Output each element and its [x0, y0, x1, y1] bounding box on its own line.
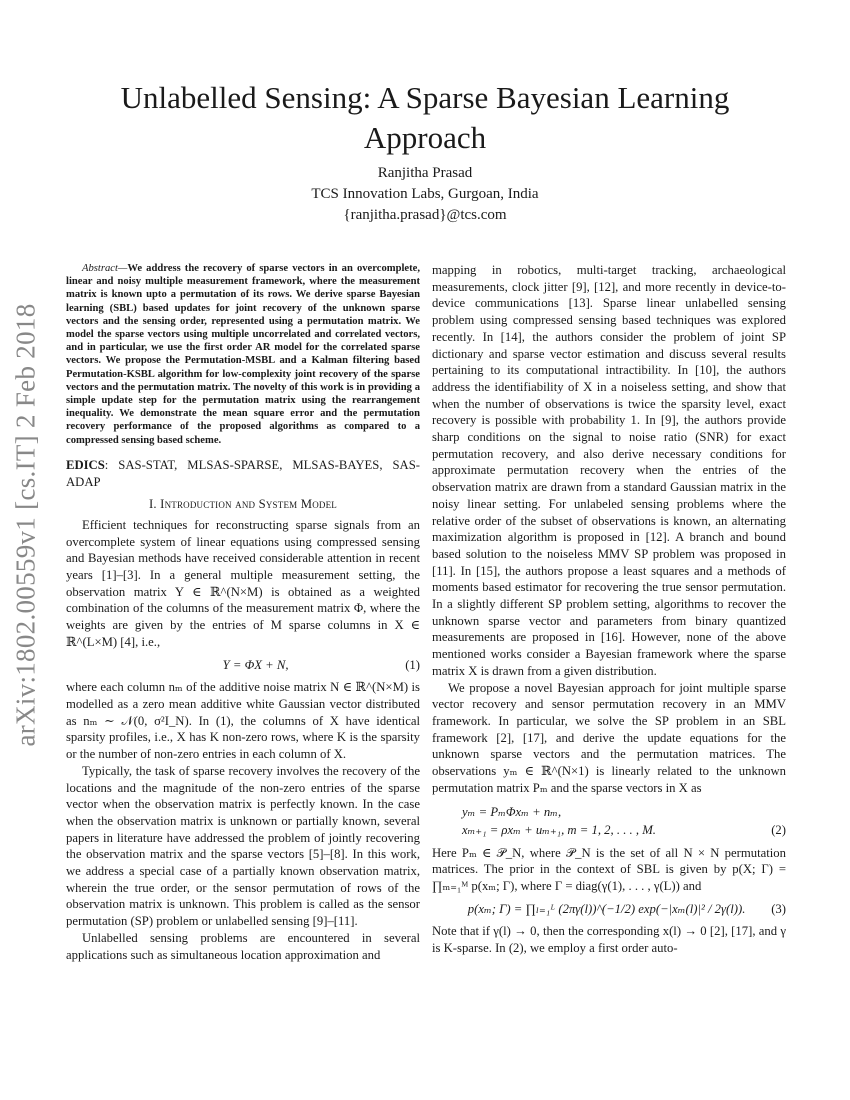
paragraph: Note that if γ(l) → 0, then the corresponding x(l) → 0 [2], [17], and γ is K-sparse. In (2), we employ a first order auto- [432, 924, 786, 956]
paragraph: where each column nₘ of the additive noise matrix N ∈ ℝ^(N×M) is modelled as a zero mean additive white Gaussian vector distributed as nₘ ∼ 𝒩(0, σ²I_N). In (1), the columns of X have identical sparsity profiles, i.e., X has K non-zero rows, where K is the sparsity or the number of non-zero entries in each column of X. [66, 680, 420, 762]
equation-line: xₘ₊₁ = ρxₘ + uₘ₊₁, m = 1, 2, . . . , M. [462, 822, 656, 837]
equation-number: (2) [771, 822, 786, 837]
equation-body: p(xₘ; Γ) = ∏ₗ₌₁ᴸ (2πγ(l))^(−1/2) exp(−|xₘ(l)|² / 2γ(l)). [467, 901, 746, 916]
right-column [432, 262, 786, 957]
paragraph: Typically, the task of sparse recovery involves the recovery of the locations and the magnitude of the non-zero entries of the sparse vector when the observation matrix is perfectly known. In the case when the observation matrix is unknown or partially known, several papers in literature have addressed the problem of jointly recovering the observation matrix and the sparse vectors [5]–[8]. In this work, we address a special case of a partially known observation matrix, wherein the true order, or the sensor permutation of rows of the observation matrix is unknown. This problem is called as the sensor permutation (SP) problem or unlabelled sensing [9]–[11]. [66, 763, 420, 929]
equation-3 [432, 901, 786, 918]
author-name: Ranjitha Prasad [377, 165, 473, 181]
paragraph: mapping in robotics, multi-target tracking, archaeological measurements, clock jitter [9], [12], and more recently in device-to-device communications [13]. Sparse linear unlabelled sensing problem using compressed sensing based techniques was explored recently. In [14], the authors consider the problem of joint SP dictionary and sparse vector estimation and discuss several results pertaining to its computational intractibility. In [10], the authors address the identifiability of X in a noiseless setting, and show that when the number of observations is twice the sparsity level, exact recovery is possible with probability 1. In [9], the authors provide sharp conditions on the signal to noise ratio (SNR) for exact permutation recovery, and also derive necessary conditions for approximate permutation recovery when the entries of the observation matrix are drawn from a standard Gaussian matrix in the noisy linear setting. For unlabeled sensing problems where the relative order of the subset of observations is known, an alternating maximization algorithm is proposed in [12]. A branch and bound based solution to the noiseless MMV SP problem was proposed in [11]. In [15], the authors propose a least squares and a methods of moments based estimator for recovering the true sensor permutation. In a slightly different SP problem setting, algorithms to recover the unknown sparse vector and parameters from binary quantized measurements are proposed in [16]. However, none of the above mentioned works consider a Bayesian framework where the sparse matrix X is drawn from a given distribution. [432, 263, 786, 678]
equation-number: (1) [405, 657, 420, 672]
abstract [66, 262, 420, 447]
arxiv-sidebar [4, 290, 48, 760]
paragraph: Efficient techniques for reconstructing sparse signals from an overcomplete system of linear equations using compressed sensing and Bayesian methods have received considerable attention in recent years [1]–[3]. In a general multiple measurement setting, the observation matrix Y ∈ ℝ^(N×M) is obtained as a weighted combination of the columns of the measurement matrix Φ, where the weights are given by the entries of M sparse columns in X ∈ ℝ^(L×M) [4], i.e., [66, 517, 420, 649]
paragraph: Unlabelled sensing problems are encountered in several applications such as simultaneous location approximation and [66, 930, 420, 962]
equation-number: (3) [771, 901, 786, 916]
paragraph: We propose a novel Bayesian approach for joint multiple sparse vector recovery and sensor permutation recovery in an MMV framework. In particular, we solve the SP problem in an SBL framework [2], [17], and derive the update equations for the unknown sparse vectors and the permutation matrices. The observations yₘ ∈ ℝ^(N×1) is linearly related to the unknown permutation matrix Pₘ and the sparse vectors in X as [432, 680, 786, 795]
paragraph: Here Pₘ ∈ 𝒫_N, where 𝒫_N is the set of all N × N permutation matrices. The prior in the context of SBL is given by p(X; Γ) = ∏ₘ₌₁ᴹ p(xₘ; Γ), where Γ = diag(γ(1), . . . , γ(L)) and [432, 845, 786, 893]
author-block [60, 163, 790, 226]
edics-label: EDICS [66, 457, 105, 472]
section-heading: I. Introduction and System Model [148, 497, 338, 512]
equation-line: yₘ = PₘΦxₘ + nₘ, [462, 804, 562, 819]
equation-body: Y = ΦX + N, [222, 657, 289, 672]
abstract-text: We address the recovery of sparse vectors in an overcomplete, linear and noisy multiple measurement framework, where the measurement matrix is known upto a permutation of its rows. We derive sparse Bayesian learning (SBL) based updates for joint recovery of the unknown sparse vectors and the sensing order, represented using a permutation matrix. We model the sparse vectors using multiple uncorrelated and correlated vectors, and in particular, we use the first order AR model for the correlated sparse vectors. We propose the Permutation-MSBL and a Kalman filtering based Permutation-KSBL algorithm for low-complexity joint recovery of the sparse vectors and the permutation matrix. The novelty of this work is in providing a simple update step for the permutation matrix using the rearrangement inequality. We demonstrate the mean square error and the permutation recovery performance of the proposed algorithms as compared to a compressed sensing based scheme. [66, 263, 420, 446]
equation-2 [462, 803, 786, 839]
edics [66, 457, 420, 490]
paper-title: Unlabelled Sensing: A Sparse Bayesian Learning Approach [120, 80, 730, 155]
affiliation: TCS Innovation Labs, Gurgoan, India [311, 186, 539, 202]
author-email: {ranjitha.prasad}@tcs.com [343, 207, 507, 223]
equation-1 [66, 657, 420, 674]
left-column [66, 262, 420, 963]
abstract-label: Abstract— [82, 263, 128, 274]
edics-text: : SAS-STAT, MLSAS-SPARSE, MLSAS-BAYES, SAS-ADAP [66, 457, 420, 489]
arxiv-id: arXiv:1802.00559v1 [cs.IT] 2 Feb 2018 [10, 303, 41, 747]
